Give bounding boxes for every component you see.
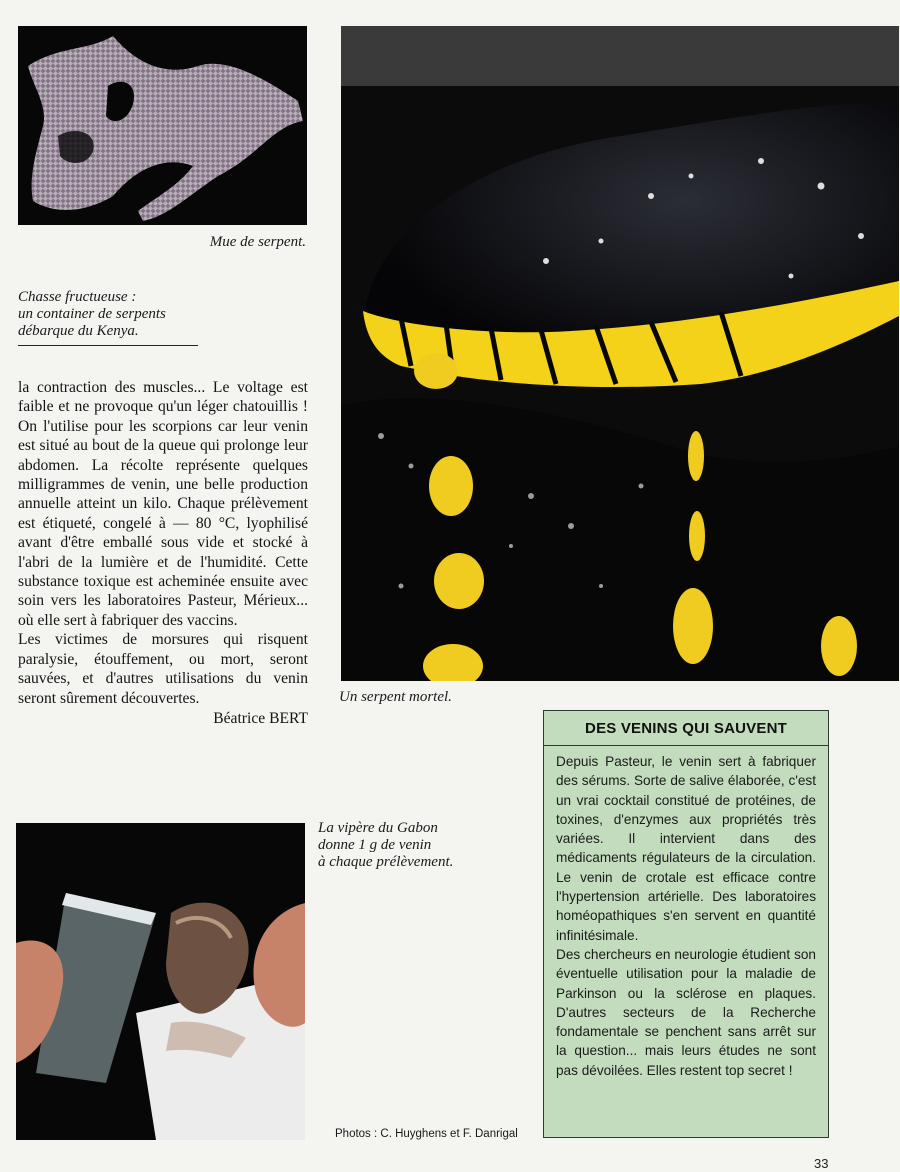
- mangrove-snake-photo: [341, 26, 899, 681]
- caption-line: La vipère du Gabon: [318, 820, 438, 836]
- sidebar-body: [544, 746, 828, 1080]
- gabon-viper-photo: [16, 823, 305, 1140]
- caption-deadly-snake: Un serpent mortel.: [339, 689, 452, 705]
- article-paragraph: la contraction des muscles... Le voltage est faible et ne provoque qu'un léger chatouillis ! On l'utilise pour les scorpions car leur venin est situé au bout de la queue qui prolonge leur abdomen. La récolte représente quelques milligrammes de venin, une belle production annuelle atteint un kilo. Chaque prélèvement est étiqueté, congelé à — 80 °C, lyophilisé avant d'être emballé sous vide et stocké à l'abri de la lumière et de l'humidité. Cette substance toxique est acheminée ensuite avec soin vers les laboratoires Pasteur, Mérieux... où elle sert à fabriquer des vaccins.: [18, 379, 308, 629]
- sidebar-box: [543, 710, 829, 1138]
- caption-line: débarque du Kenya.: [18, 323, 139, 339]
- sidebar-title: DES VENINS QUI SAUVENT: [544, 711, 828, 746]
- article-paragraph: Les victimes de morsures qui risquent paralysie, étouffement, ou mort, seront sauvées, et d'autres utilisations du venin seront sûrement découvertes.: [18, 631, 308, 707]
- snake-skin-photo: [18, 26, 307, 225]
- page-number: 33: [814, 1156, 829, 1171]
- caption-line: à chaque prélèvement.: [318, 854, 454, 870]
- article-column: [18, 378, 308, 728]
- caption-container-kenya: [18, 289, 198, 346]
- sidebar-paragraph: Des chercheurs en neurologie étudient son éventuelle utilisation pour la maladie de Parkinson ou la sclérose en plaques. D'autres secteurs de la Recherche fondamentale se penchent sans arrêt sur la question... mais leurs études ne sont pas dévoilées. Elles restent top secret !: [556, 946, 816, 1078]
- caption-line: Chasse fructueuse :: [18, 289, 137, 305]
- caption-line: donne 1 g de venin: [318, 837, 432, 853]
- article-author: Béatrice BERT: [213, 709, 308, 727]
- photo-credit: Photos : C. Huyghens et F. Danrigal: [335, 1128, 518, 1140]
- sidebar-paragraph: Depuis Pasteur, le venin sert à fabriquer des sérums. Sorte de salive élaborée, c'est un vrai cocktail constitué de protéines, de toxines, d'enzymes aux propriétés très variées. Il intervient dans des médicaments régulateurs de la circulation. Le venin de crotale est efficace contre l'hypertension artérielle. Des laboratoires homéopathiques s'en servent en quantité infinitésimale.: [556, 754, 816, 943]
- caption-snake-skin: Mue de serpent.: [209, 234, 306, 250]
- caption-gabon-viper: [318, 820, 518, 871]
- caption-line: un container de serpents: [18, 306, 166, 322]
